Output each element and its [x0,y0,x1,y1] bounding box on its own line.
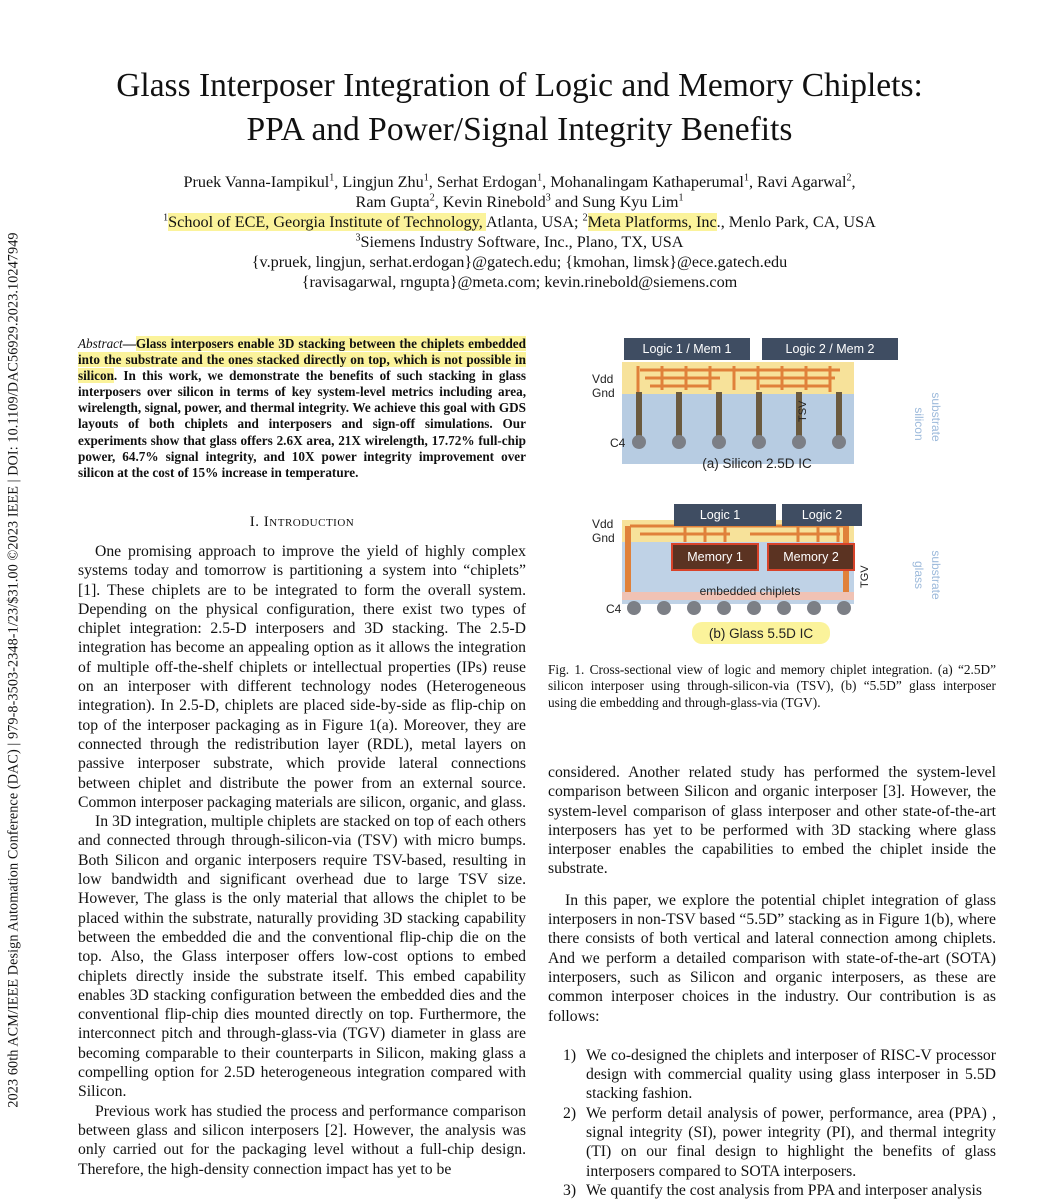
email-line-2: {ravisagarwal, rngupta}@meta.com; kevin.rinebold@siemens.com [301,273,738,291]
author-affiliation-mark: 1 [537,172,543,184]
doi-sidebar [2,200,26,1140]
label-embedded-chiplets: embedded chiplets [699,584,801,598]
label-logic-2: Logic 2 [801,508,843,522]
contribution-number: 3) [563,1181,577,1199]
affiliation-location: Atlanta, USA; [485,213,583,231]
contribution-text: We quantify the cost analysis from PPA and interposer analysis [586,1181,982,1199]
label-chip1: Logic 1 / Mem 1 [642,342,732,356]
figure-1a-caption: (a) Silicon 2.5D IC [702,456,812,471]
right-paragraph-1: considered. Another related study has performed the system-level comparison between Silicon and organic interposer [3]. However, the system-level comparison of glass interposer and other state-of-the-art interposers has yet to be performed with 3D stacking where glass interposer enables the capabilities to embed the chiplet inside the substrate. [548,764,996,878]
affiliation-meta: Meta Platforms, Inc [587,213,717,231]
author-separator: , [434,193,443,211]
label-vdd-b: Vdd [592,517,614,531]
author-line-1 [0,172,1039,192]
author-affiliation-mark: 1 [678,192,684,204]
silicon-substrate [622,392,854,464]
contribution-item [548,1046,996,1104]
abstract-label: Abstract [78,336,123,351]
side-label-substrate-b: substrate [929,550,943,600]
right-paragraph-2: In this paper, we explore the potential chiplet integration of glass interposers in non-TSV based “5.5D” stacking as in Figure 1(b), where there consists of both vertical and lateral connection among chiplets. And we perform a detailed comparison with state-of-the-art (SOTA) interposers, such as Silicon and organic interposers, as these are common interposer choices in the industry. Our contribution is as follows: [548,891,996,1025]
section-number: I. [249,514,260,530]
abstract-text: . In this work, we demonstrate the benefits of such stacking in glass interposers over silicon in terms of key system-level metrics including area, wirelength, signal, power, and thermal integrity. We achieve this goal with GDS layouts of both chiplets and interposers and sign-off simulations. Our experiments show that glass offers 2.6X area, 21X wirelength, 17.72% full-chip power, 64.7% signal integrity, and 10X power integrity improvement over silicon at the cost of 15% increase in temperature. [78,368,526,480]
title-line-1: Glass Interposer Integration of Logic and Memory Chiplets: [116,67,923,104]
author-name: Ram Gupta [355,193,430,211]
side-label-glass: glass [912,560,926,590]
abstract [78,336,526,481]
author-affiliation-mark: 1 [329,172,335,184]
author-name: Sung Kyu Lim [582,193,679,211]
email-line-1: {v.pruek, lingjun, serhat.erdogan}@gatech.edu; {kmohan, limsk}@ece.gatech.edu [251,253,788,271]
affiliation-mark: 2 [582,212,588,224]
label-c4: C4 [610,436,626,450]
author-separator: , [334,173,343,191]
author-name: Kevin Rinebold [442,193,546,211]
author-name: Pruek Vanna-Iampikul [183,173,330,191]
abstract-dash: — [122,336,136,351]
author-affiliation-mark: 2 [429,192,435,204]
author-name: Serhat Erdogan [436,173,538,191]
author-affiliation-mark: 1 [743,172,749,184]
doi-sidebar-text: 2023 60th ACM/IEEE Design Automation Conference (DAC) | 979-8-3503-2348-1/23/$31.00 ©2023 IEEE | DOI: 10.1109/DAC56929.2023.10247949 [5,232,22,1108]
contribution-text: We perform detail analysis of power, performance, area (PPA) , signal integrity (SI), power integrity (PI), and thermal integrity (TI) on our final design to highlight the benefits of glass interposers compared to SOTA interposers. [586,1104,996,1180]
affiliation-location: ., Menlo Park, CA, USA [716,213,876,231]
title-line-2: PPA and Power/Signal Integrity Benefits [246,111,793,148]
author-separator: , [542,173,551,191]
label-vdd: Vdd [592,372,614,386]
figure-1 [570,330,980,650]
contribution-text: We co-designed the chiplets and interposer of RISC-V processor design with commercial quality using glass interposer in 5.5D stacking fashion. [586,1046,996,1103]
label-tsv: TSV [797,400,809,422]
author-block [0,172,1039,292]
author-affiliation-mark: 2 [846,172,852,184]
affiliation-siemens: Siemens Industry Software, Inc., Plano, TX, USA [360,233,684,251]
label-memory-2: Memory 2 [783,550,839,564]
author-separator: , [851,173,856,191]
section-heading-introduction [78,514,526,531]
author-separator: , [428,173,437,191]
intro-paragraph-1: One promising approach to improve the yield of highly complex systems today and tomorrow is partitioning a system into “chiplets” [1]. These chiplets are to be integrated to form the overall system. Depending on the physical configuration, there exist two types of chiplet integration: 2.5-D interposers and 3D stacking. The 2.5-D integration has become an appealing option as it allows the integration of multiple off-the-shelf chiplets or intellectual properties (IPs) reuse on an interposer with different technology nodes (Heterogeneous integration). In 2.5-D, chiplets are placed side-by-side as flip-chip on top of the interposer packaging as in Figure 1(a). Moreover, they are connected through the redistribution layer (RDL), metal layers on passive interposer substrate, which provide lateral connections between chiplet and distribute the power from an external source. Common interposer packaging materials are silicon, organic, and glass. [78,543,526,811]
label-gnd-b: Gnd [592,531,615,545]
label-c4-b: C4 [606,602,622,616]
contribution-item [548,1104,996,1181]
section-title: Introduction [263,514,355,530]
author-name: Ravi Agarwal [757,173,847,191]
affiliation-line-2 [0,232,1039,252]
author-affiliation-mark: 1 [423,172,429,184]
abstract-highlighted-text: Glass interposers enable 3D stacking between the chiplets embedded into the substrate and the ones stacked directly on top, which is not possible in silicon [78,336,526,384]
paper-title [0,64,1039,152]
label-gnd: Gnd [592,386,615,400]
affiliation-mark: 1 [163,212,169,224]
contribution-list [548,1046,996,1200]
figure-1a-silicon [592,338,943,471]
affiliation-line-1 [0,212,1039,232]
figure-1b-glass [592,504,943,644]
author-separator: , [748,173,758,191]
label-logic-1: Logic 1 [699,508,741,522]
author-name: Mohanalingam Kathaperumal [550,173,744,191]
intro-paragraph-2: In 3D integration, multiple chiplets are stacked on top of each others and connected through through-silicon-via (TSV) with micro bumps. Both Silicon and organic interposers require TSV-based, resulting in low bandwidth and significant overhead due to large TSV size. However, The glass is the only material that allows the chiplet to be placed within the substrate, naturally providing 3D stacking capability between the embedded die and the conventional flip-chip die on the top. Also, the Glass interposer offers low-cost options to embed chiplets directly inside the substrate itself. This embed capability enables 3D stacking configuration between the embedded dies and the conventional flip-chip dies mounted directly on top. Furthermore, the interconnect pitch and through-glass-via (TGV) diameter in glass are becoming comparable to their counterparts in Silicon, making glass a compelling option for 2.5D heterogeneous integration compared with Silicon. [78,813,526,1101]
contribution-number: 2) [563,1104,577,1122]
label-chip2: Logic 2 / Mem 2 [785,342,875,356]
side-label-substrate: substrate [929,392,943,442]
label-memory-1: Memory 1 [687,550,743,564]
figure-1-caption: Fig. 1. Cross-sectional view of logic and memory chiplet integration. (a) “2.5D” silicon interposer using through-silicon-via (TSV), (b) “5.5D” glass interposer using die embedding and through-glass-via (TGV). [548,662,996,710]
figure-1b-caption: (b) Glass 5.5D IC [708,626,814,641]
right-column-body [548,763,996,1200]
side-label-silicon: silicon [912,407,926,441]
affiliation-mark: 3 [355,232,361,244]
author-separator: and [550,193,583,211]
author-name: Lingjun Zhu [342,173,424,191]
affiliation-georgia-tech: School of ECE, Georgia Institute of Technology, [168,213,486,231]
contribution-number: 1) [563,1046,577,1064]
contribution-item [548,1181,996,1200]
author-line-2 [0,192,1039,212]
left-column-body [78,542,526,1179]
intro-paragraph-3: Previous work has studied the process and performance comparison between glass and silicon interposers [2]. However, the analysis was only carried out for the packaging level without a full-chip design. Therefore, the high-density connection impact has yet to be [78,1102,526,1178]
label-tgv: TGV [859,565,871,588]
author-affiliation-mark: 3 [545,192,551,204]
